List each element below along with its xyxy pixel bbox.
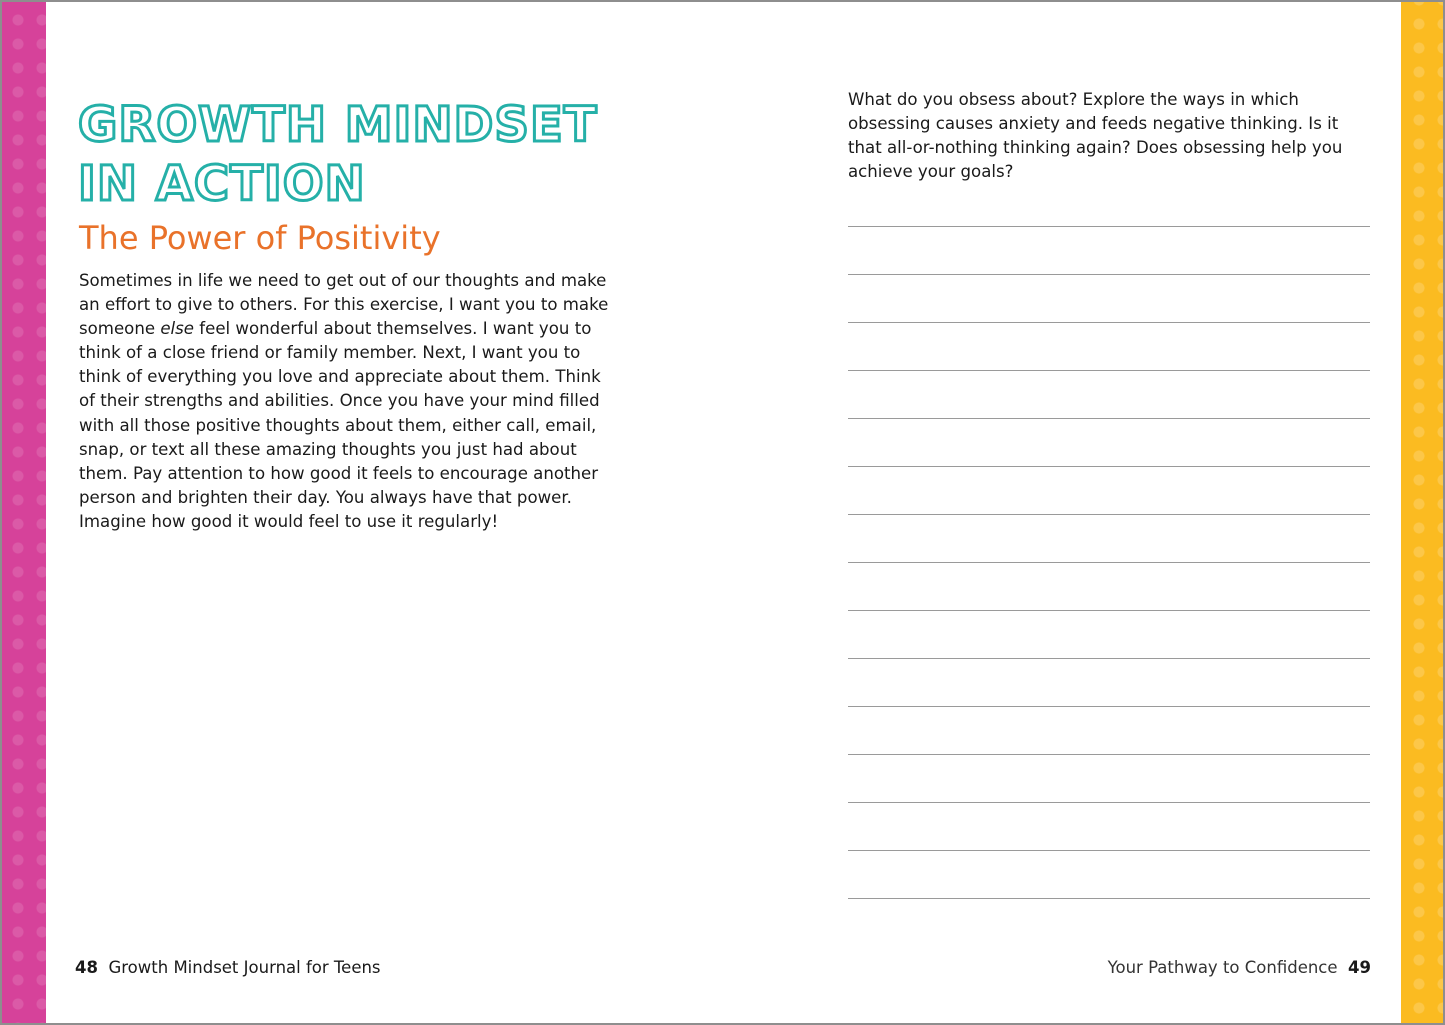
title-line-1: GROWTH MINDSET — [78, 97, 598, 153]
writing-line[interactable] — [848, 466, 1370, 514]
writing-lines[interactable] — [848, 226, 1370, 899]
left-running-title: Growth Mindset Journal for Teens — [108, 958, 381, 977]
title-line-2: IN ACTION — [78, 156, 366, 212]
right-decorative-strip — [1401, 2, 1443, 1023]
writing-line[interactable] — [848, 706, 1370, 754]
body-text-emphasis: else — [160, 319, 195, 339]
writing-line[interactable] — [848, 898, 1370, 899]
writing-line[interactable] — [848, 418, 1370, 466]
right-running-title: Your Pathway to Confidence — [1107, 958, 1338, 977]
page-title — [78, 96, 638, 214]
section-subtitle: The Power of Positivity — [79, 219, 441, 257]
right-page-number: 49 — [1348, 958, 1371, 977]
right-page-footer — [1108, 957, 1371, 979]
body-text-part-2: feel wonderful about themselves. I want you to think of a close friend or family member. Next, I want you to think of everything you love and appreciate about them. Think of their strengths and abilities. Once you have your mind filled with all those positive thoughts about them, either call, email, snap, or text all these amazing thoughts you just had about them. Pay attention to how good it feels to encourage another person and brighten their day. You always have that power. Imagine how good it would feel to use it regularly! — [79, 319, 601, 531]
left-page-footer — [75, 957, 381, 979]
writing-line[interactable] — [848, 658, 1370, 706]
body-text-part-1: Sometimes in life we need to get out of our thoughts and make an effort to give to others. For this exercise, I want you to make someone — [79, 271, 609, 339]
writing-line[interactable] — [848, 802, 1370, 850]
writing-line[interactable] — [848, 226, 1370, 274]
writing-line[interactable] — [848, 322, 1370, 370]
left-decorative-strip — [2, 2, 46, 1023]
left-page-number: 48 — [75, 958, 98, 977]
exercise-body-text — [79, 269, 609, 534]
writing-line[interactable] — [848, 562, 1370, 610]
writing-line[interactable] — [848, 514, 1370, 562]
writing-line[interactable] — [848, 610, 1370, 658]
writing-line[interactable] — [848, 274, 1370, 322]
journal-prompt: What do you obsess about? Explore the ways in which obsessing causes anxiety and feeds negative thinking. Is it that all-or-nothing thinking again? Does obsessing help you achieve your goals? — [848, 90, 1343, 182]
writing-line[interactable] — [848, 850, 1370, 898]
writing-line[interactable] — [848, 754, 1370, 802]
writing-line[interactable] — [848, 370, 1370, 418]
